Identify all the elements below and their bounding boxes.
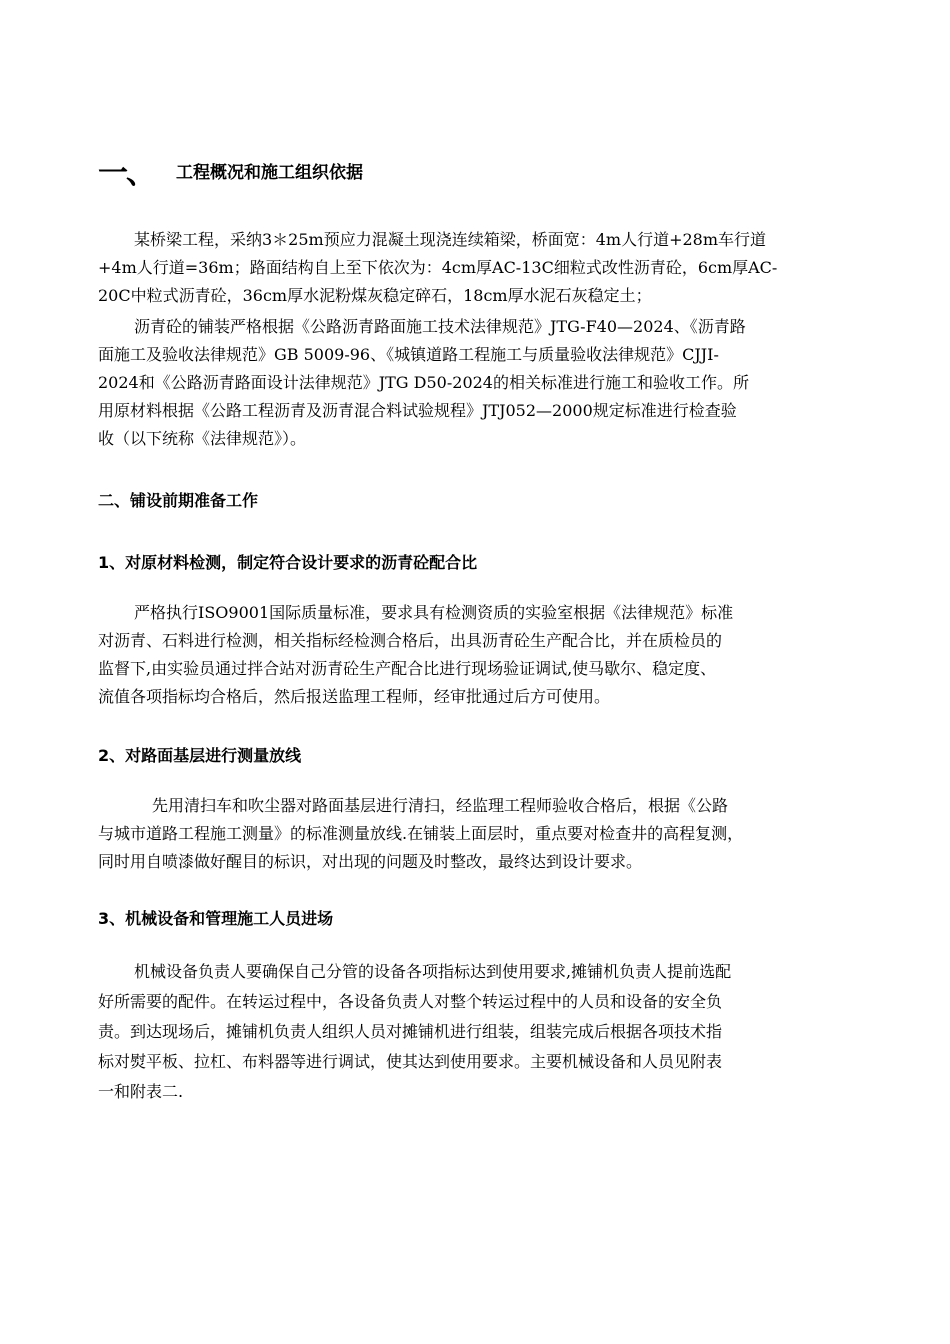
paragraph-line: 对沥青、石料进行检测，相关指标经检测合格后，出具沥青砼生产配合比，并在质检员的	[98, 631, 723, 650]
section1-heading	[98, 148, 363, 192]
section1-paragraph-2	[98, 313, 858, 453]
paragraph-line: 机械设备负责人要确保自己分管的设备各项指标达到使用要求,摊铺机负责人提前选配	[134, 962, 732, 981]
paragraph-line: 好所需要的配件。在转运过程中，各设备负责人对整个转运过程中的人员和设备的安全负	[98, 992, 723, 1011]
paragraph-line: 同时用自喷漆做好醒目的标识，对出现的问题及时整改，最终达到设计要求。	[98, 852, 643, 871]
paragraph-line: 严格执行ISO9001国际质量标准，要求具有检测资质的实验室根据《法律规范》标准	[134, 603, 734, 622]
paragraph-line: 标对熨平板、拉杠、布料器等进行调试，使其达到使用要求。主要机械设备和人员见附表	[98, 1052, 723, 1071]
section2-sub2-paragraph	[98, 792, 858, 876]
section2-sub3-heading: 3、机械设备和管理施工人员进场	[98, 909, 334, 928]
paragraph-line: 监督下,由实验员通过拌合站对沥青砼生产配合比进行现场验证调试,使马歇尔、稳定度、	[98, 659, 717, 678]
paragraph-line: 用原材料根据《公路工程沥青及沥青混合料试验规程》JTJ052—2000规定标准进行检查验	[98, 401, 737, 420]
section1-heading-number: 一、	[98, 156, 154, 191]
paragraph-line: 面施工及验收法律规范》GB 5009-96、《城镇道路工程施工与质量验收法律规范》CJJI-	[98, 345, 719, 364]
section2-sub2-heading: 2、对路面基层进行测量放线	[98, 746, 302, 765]
section2-sub1-heading: 1、对原材料检测，制定符合设计要求的沥青砼配合比	[98, 553, 478, 572]
paragraph-line: 20C中粒式沥青砼，36cm厚水泥粉煤灰稳定碎石，18cm厚水泥石灰稳定土；	[98, 286, 652, 305]
section1-heading-title: 工程概况和施工组织依据	[176, 162, 363, 183]
paragraph-line: 一和附表二.	[98, 1082, 184, 1101]
section2-heading: 二、铺设前期准备工作	[98, 491, 259, 510]
paragraph-line: 与城市道路工程施工测量》的标准测量放线.在铺装上面层时，重点要对检查井的高程复测，	[98, 824, 744, 843]
section2-sub3-paragraph	[98, 957, 858, 1107]
paragraph-line: 收（以下统称《法律规范》）。	[98, 429, 307, 448]
paragraph-line: 先用清扫车和吹尘器对路面基层进行清扫，经监理工程师验收合格后，根据《公路	[152, 796, 729, 815]
paragraph-line: 2024和《公路沥青路面设计法律规范》JTG D50-2024的相关标准进行施工和验收工作。所	[98, 373, 749, 392]
paragraph-line: +4m人行道=36m；路面结构自上至下依次为：4cm厚AC-13C细粒式改性沥青砼，6cm厚AC-	[98, 258, 778, 277]
section1-paragraph-1	[98, 226, 858, 310]
paragraph-line: 某桥梁工程，采纳3＊25m预应力混凝土现浇连续箱梁，桥面宽：4m人行道+28m车行道	[134, 230, 767, 249]
paragraph-line: 沥青砼的铺装严格根据《公路沥青路面施工技术法律规范》JTG-F40—2024、《沥青路	[134, 317, 746, 336]
paragraph-line: 责。到达现场后，摊铺机负责人组织人员对摊铺机进行组装，组装完成后根据各项技术指	[98, 1022, 723, 1041]
paragraph-line: 流值各项指标均合格后，然后报送监理工程师，经审批通过后方可使用。	[98, 687, 611, 706]
section2-sub1-paragraph	[98, 599, 858, 711]
